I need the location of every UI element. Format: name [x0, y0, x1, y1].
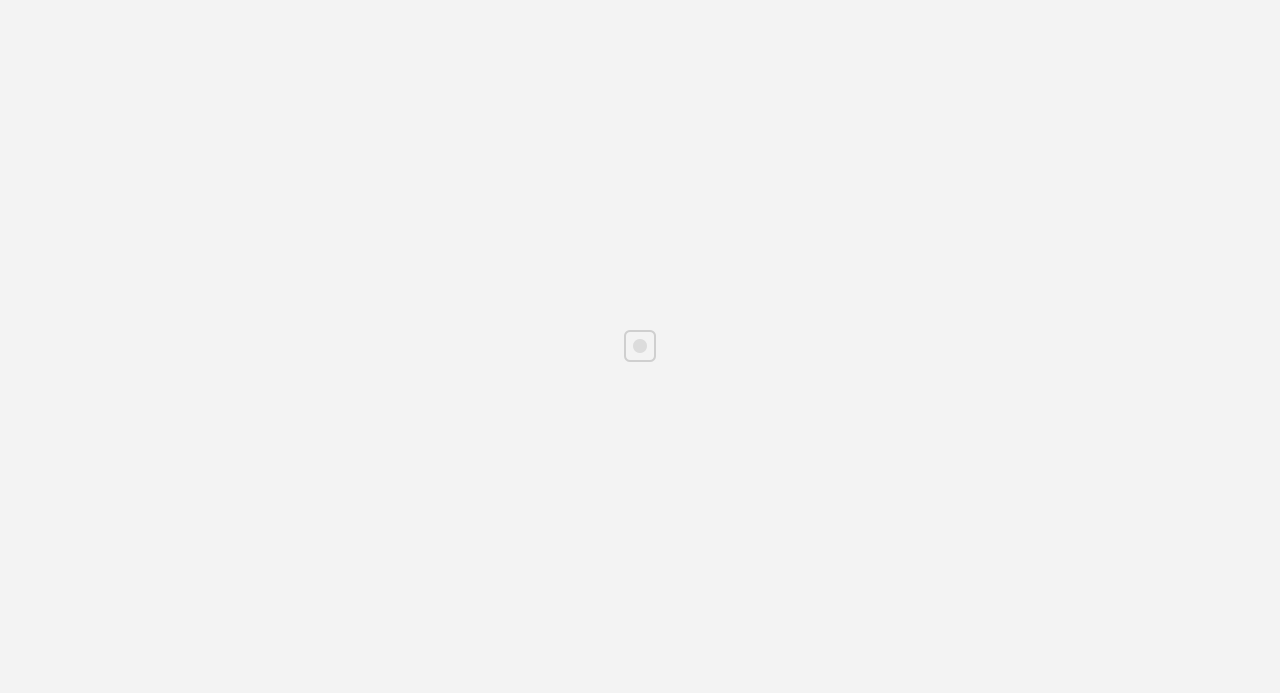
image-placeholder-icon	[624, 330, 656, 362]
